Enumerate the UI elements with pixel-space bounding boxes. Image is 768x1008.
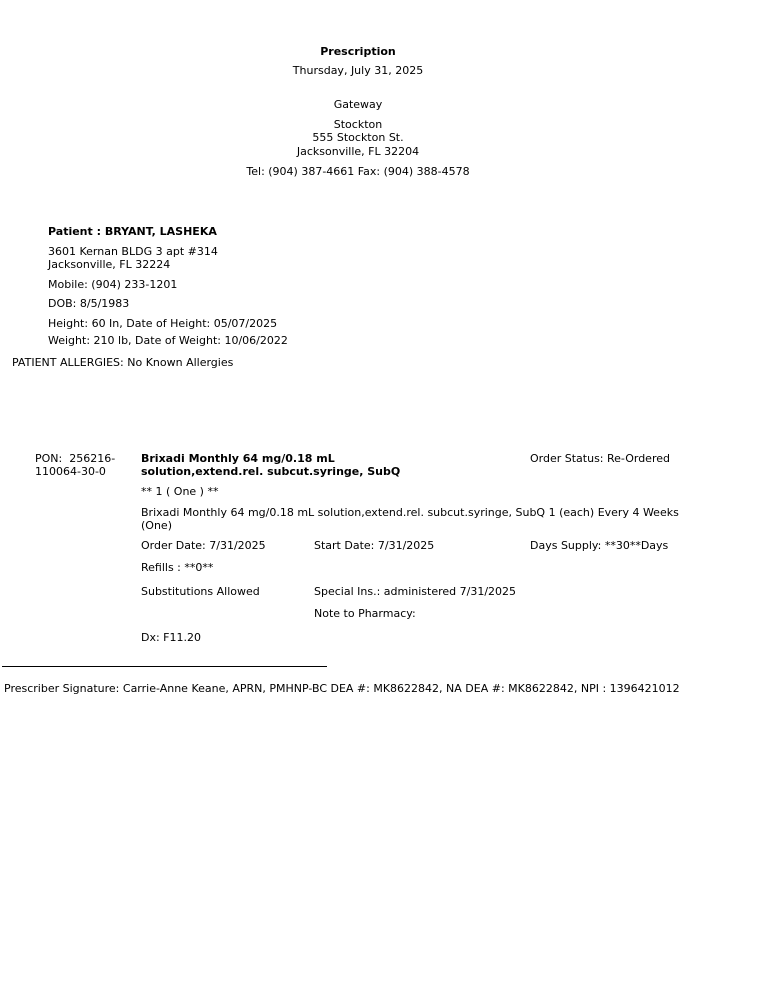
pharmacy-location: Stockton (333, 118, 383, 131)
pharmacy-address-line2: Jacksonville, FL 32204 (296, 145, 420, 158)
patient-name: Patient : BRYANT, LASHEKA (48, 225, 217, 238)
patient-weight: Weight: 210 lb, Date of Weight: 10/06/2022 (48, 334, 288, 347)
pharmacy-phone-fax: Tel: (904) 387-4661 Fax: (904) 388-4578 (246, 165, 470, 178)
patient-dob: DOB: 8/5/1983 (48, 297, 130, 310)
patient-allergies: PATIENT ALLERGIES: No Known Allergies (12, 356, 234, 369)
refills: Refills : **0** (141, 561, 214, 574)
start-date: Start Date: 7/31/2025 (314, 539, 435, 552)
patient-address-line1: 3601 Kernan BLDG 3 apt #314 (48, 245, 218, 258)
days-supply: Days Supply: **30**Days (530, 539, 669, 552)
diagnosis-code: Dx: F11.20 (141, 631, 202, 644)
drug-name: Brixadi Monthly 64 mg/0.18 mL solution,extend.rel. subcut.syringe, SubQ (141, 452, 401, 478)
substitutions: Substitutions Allowed (141, 585, 260, 598)
pharmacy-name: Gateway (333, 98, 383, 111)
patient-mobile: Mobile: (904) 233-1201 (48, 278, 178, 291)
document-date: Thursday, July 31, 2025 (292, 64, 424, 77)
order-pon: PON: 256216- 110064-30-0 (35, 452, 116, 478)
document-title: Prescription (320, 45, 396, 58)
order-status: Order Status: Re-Ordered (530, 452, 670, 465)
order-quantity: ** 1 ( One ) ** (141, 485, 219, 498)
prescriber-signature: Prescriber Signature: Carrie-Anne Keane, APRN, PMHNP-BC DEA #: MK8622842, NA DEA #: MK8622842, NPI : 1396421012 (4, 682, 680, 695)
note-to-pharmacy: Note to Pharmacy: (314, 607, 416, 620)
order-sig: Brixadi Monthly 64 mg/0.18 mL solution,extend.rel. subcut.syringe, SubQ 1 (each) Every 4 Weeks (One) (141, 506, 679, 532)
special-instructions: Special Ins.: administered 7/31/2025 (314, 585, 517, 598)
patient-address-line2: Jacksonville, FL 32224 (48, 258, 171, 271)
pharmacy-address-line1: 555 Stockton St. (312, 131, 404, 144)
order-date: Order Date: 7/31/2025 (141, 539, 266, 552)
signature-line (2, 666, 327, 667)
patient-height: Height: 60 In, Date of Height: 05/07/2025 (48, 317, 278, 330)
